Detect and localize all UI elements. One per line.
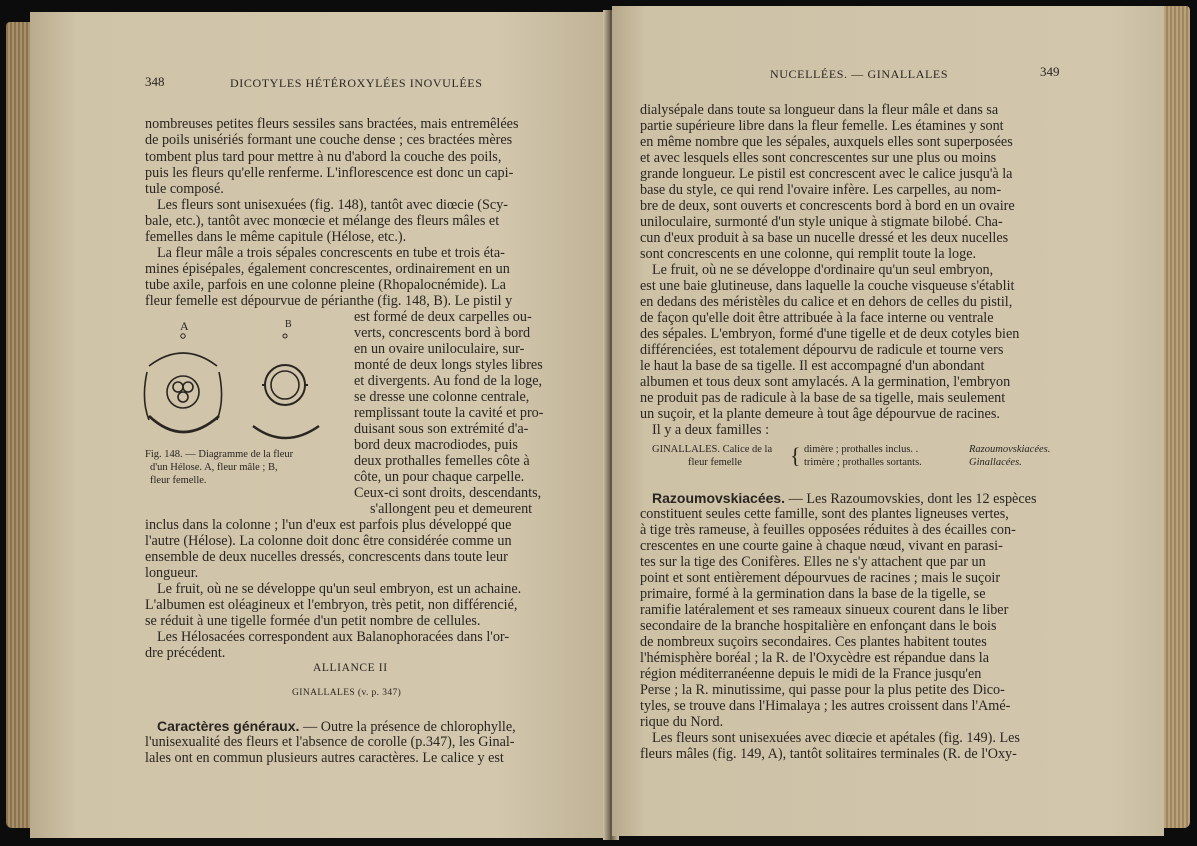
text-line: primaire, formé à la germination dans la base de la tigelle, se [640,586,986,602]
figure-label-a: A [180,319,189,333]
key-left-line: GINALLALES. Calice de la [652,444,773,455]
text-line: et divergents. Au fond de la loge, [354,373,543,389]
text-line: région méditerranéenne depuis le midi de la France jusqu'en [640,666,982,682]
text-line: albumen et tous deux sont amylacés. A la germination, l'embryon [640,374,1011,390]
key-brace: { [790,443,801,468]
text-line: tes sur la tige des Conifères. Elles ne s'y attachent que par un [640,554,986,570]
text-line: en un ovaire uniloculaire, sur- [354,341,525,357]
text-line: femelles dans le même capitule (Hélose, etc.). [145,229,407,245]
text-line: grande longueur. Le pistil est concrescent avec le calice jusqu'à la [640,166,1013,182]
family-heading: Razoumovskiacées. [652,490,786,506]
page-number: 348 [145,74,165,89]
key-mid-line: dimère ; prothalles inclus. . [804,444,919,455]
text-line: l'autre (Hélose). La colonne doit donc être considérée comme un [145,533,512,549]
text-line: bord deux macrodiodes, puis [354,437,518,453]
text-line: Les Hélosacées correspondent aux Balanophoracées dans l'or- [157,629,510,645]
text-line: base du style, ce qui rend l'ovaire infère. Les carpelles, au nom- [640,182,1002,198]
text-line: point et sont entièrement dépourvues de racines ; mais le suçoir [640,570,1001,586]
running-head: DICOTYLES HÉTÉROXYLÉES INOVULÉES [230,76,483,90]
alliance-subtitle: GINALLALES (v. p. 347) [292,688,402,698]
text-span: — Outre la présence de chlorophylle, [299,719,516,735]
text-line: crescentes en une courte gaine à chaque nœud, vivant en parasi- [640,538,1003,554]
text-line: se dresse une colonne centrale, [354,389,530,405]
text-line: Le fruit, où ne se développe qu'un seul embryon, est un achaine. [157,581,522,597]
text-line [157,718,516,735]
figure-label-b: B [285,319,292,330]
text-line: nombreuses petites fleurs sessiles sans bractées, mais entremêlées [145,116,519,132]
text-line: duisant sous son extrémité d'a- [354,421,529,437]
text-line: en dedans des méristèles du calice et en dehors de celles du pistil, [640,294,1013,310]
text-line: ramifie latéralement et ses rameaux sinueux courent dans le liber [640,602,1009,618]
text-line: Perse ; la R. minutissime, qui passe pour la plus petite des Dico- [640,682,1005,698]
text-line: verts, concrescents bord à bord [354,325,531,341]
text-line: différenciées, est totalement dépourvu de radicule et tourne vers [640,342,1004,358]
key-left-line: fleur femelle [688,457,742,468]
text-line: L'albumen est oléagineux et l'embryon, très petit, non différencié, [145,597,518,613]
text-line: le haut la base de sa tigelle. Il est accompagné d'un abondant [640,358,985,374]
left-page [30,12,610,838]
text-line: La fleur mâle a trois sépales concrescents en tube et trois éta- [157,245,505,261]
text-line: longueur. [145,565,199,581]
text-line: dialysépale dans toute sa longueur dans la fleur mâle et dans sa [640,102,999,118]
text-line: de façon qu'elle doit être attribuée à la face interne ou ventrale [640,310,994,326]
text-line: cun d'eux produit à sa base un nucelle dressé et les deux nucelles [640,230,1009,246]
text-line: est une baie glutineuse, dans laquelle la couche visqueuse s'établit [640,278,1015,294]
text-line: uniloculaire, surmonté d'un style unique à stigmate bilobé. Cha- [640,214,1003,230]
text-line: monté de deux longs styles libres [354,357,543,373]
text-line: lales ont en commun plusieurs autres caractères. Le calice y est [145,750,504,766]
text-line: côte, un pour chaque carpelle. [354,469,525,485]
text-line: partie supérieure libre dans la fleur femelle. Les étamines y sont [640,118,1004,134]
text-line: fleurs mâles (fig. 149, A), tantôt solitaires terminales (R. de l'Oxy- [640,746,1017,762]
running-head: NUCELLÉES. — GINALLALES [770,67,949,81]
text-line: remplissant toute la cavité et pro- [354,405,544,421]
page-number: 349 [1040,64,1060,79]
text-line: deux prothalles femelles côte à [354,453,530,469]
text-line: mines épisépales, également concrescentes, ordinairement en un [145,261,510,277]
text-line: se réduit à une tigelle formée d'un petit nombre de cellules. [145,613,481,629]
key-family-name: Ginallacées. [969,457,1022,468]
floral-diagram [135,330,350,450]
figure-caption-line: d'un Hélose. A, fleur mâle ; B, [150,462,278,473]
text-line: des sépales. L'embryon, formé d'une tigelle et de deux cotyles bien [640,326,1020,342]
text-span: — Les Razoumovskies, dont les 12 espèces [785,491,1037,507]
text-line: tombent plus tard pour mettre à nu d'abord la couche des poils, [145,149,502,165]
text-line: de nombreux suçoirs secondaires. Ces plantes habitent toutes [640,634,987,650]
text-line: tube axile, parfois en une colonne pleine (Rhopalocnémide). La [145,277,506,293]
right-page [612,6,1164,836]
text-line: secondaire de la branche hospitalière en enfonçant dans le bois [640,618,997,634]
text-line: fleur femelle est dépourvue de périanthe (fig. 148, B). Le pistil y [145,293,513,309]
text-line: tyles, se trouve dans l'Himalaya ; les autres croissent dans l'Amé- [640,698,1011,714]
text-line: Les fleurs sont unisexuées avec diœcie et apétales (fig. 149). Les [652,730,1020,746]
text-line: Les fleurs sont unisexuées (fig. 148), tantôt avec diœcie (Scy- [157,197,509,213]
text-line: puis les fleurs qu'elle renferme. L'inflorescence est donc un capi- [145,165,514,181]
key-mid-line: trimère ; prothalles sortants. [804,457,922,468]
text-line: à tige très rameuse, à feuilles opposées réduites à des écailles con- [640,522,1016,538]
section-heading: Caractères généraux. [157,718,300,734]
text-line: Ceux-ci sont droits, descendants, [354,485,542,501]
text-line: l'hémisphère boréal ; la R. de l'Oxycèdre est répandue dans la [640,650,990,666]
text-line: dre précédent. [145,645,226,661]
text-line: ensemble de deux nucelles dressés, concrescents dans toute leur [145,549,508,565]
text-line: constituent seules cette famille, sont des plantes ligneuses vertes, [640,506,1009,522]
text-line: de poils unisériés formant une couche dense ; ces bractées mères [145,132,513,148]
figure-caption-line: fleur femelle. [150,475,207,486]
text-line: un suçoir, et la plante demeure à tout âge dépourvue de racines. [640,406,1000,422]
alliance-title: ALLIANCE II [313,662,388,674]
text-line: tule composé. [145,181,224,197]
text-line: bre de deux, sont ouverts et concrescents bord à bord en un ovaire [640,198,1015,214]
text-line: est formé de deux carpelles ou- [354,309,532,325]
text-line: bale, etc.), tantôt avec monœcie et mélange des fleurs mâles et [145,213,500,229]
text-line: l'unisexualité des fleurs et l'absence de corolle (p.347), les Ginal- [145,734,515,750]
text-line: Il y a deux familles : [652,422,770,438]
text-line: et avec lesquels elles sont concrescentes sur une plus ou moins [640,150,997,166]
text-line: Le fruit, où ne se développe d'ordinaire qu'un seul embryon, [652,262,994,278]
text-line: rique du Nord. [640,714,724,730]
text-line: sont concrescents en une colonne, qui remplit toute la loge. [640,246,977,262]
text-line: inclus dans la colonne ; l'un d'eux est parfois plus développé que [145,517,512,533]
text-line: en même nombre que les sépales, auxquels elles sont superposées [640,134,1013,150]
text-line: s'allongent peu et demeurent [370,501,533,517]
text-line: ne produit pas de radicule à la base de sa tigelle, mais seulement [640,390,1006,406]
text-line [652,490,1036,507]
figure-caption-line: Fig. 148. — Diagramme de la fleur [145,449,294,460]
key-family-name: Razoumovskiacées. [969,444,1051,455]
